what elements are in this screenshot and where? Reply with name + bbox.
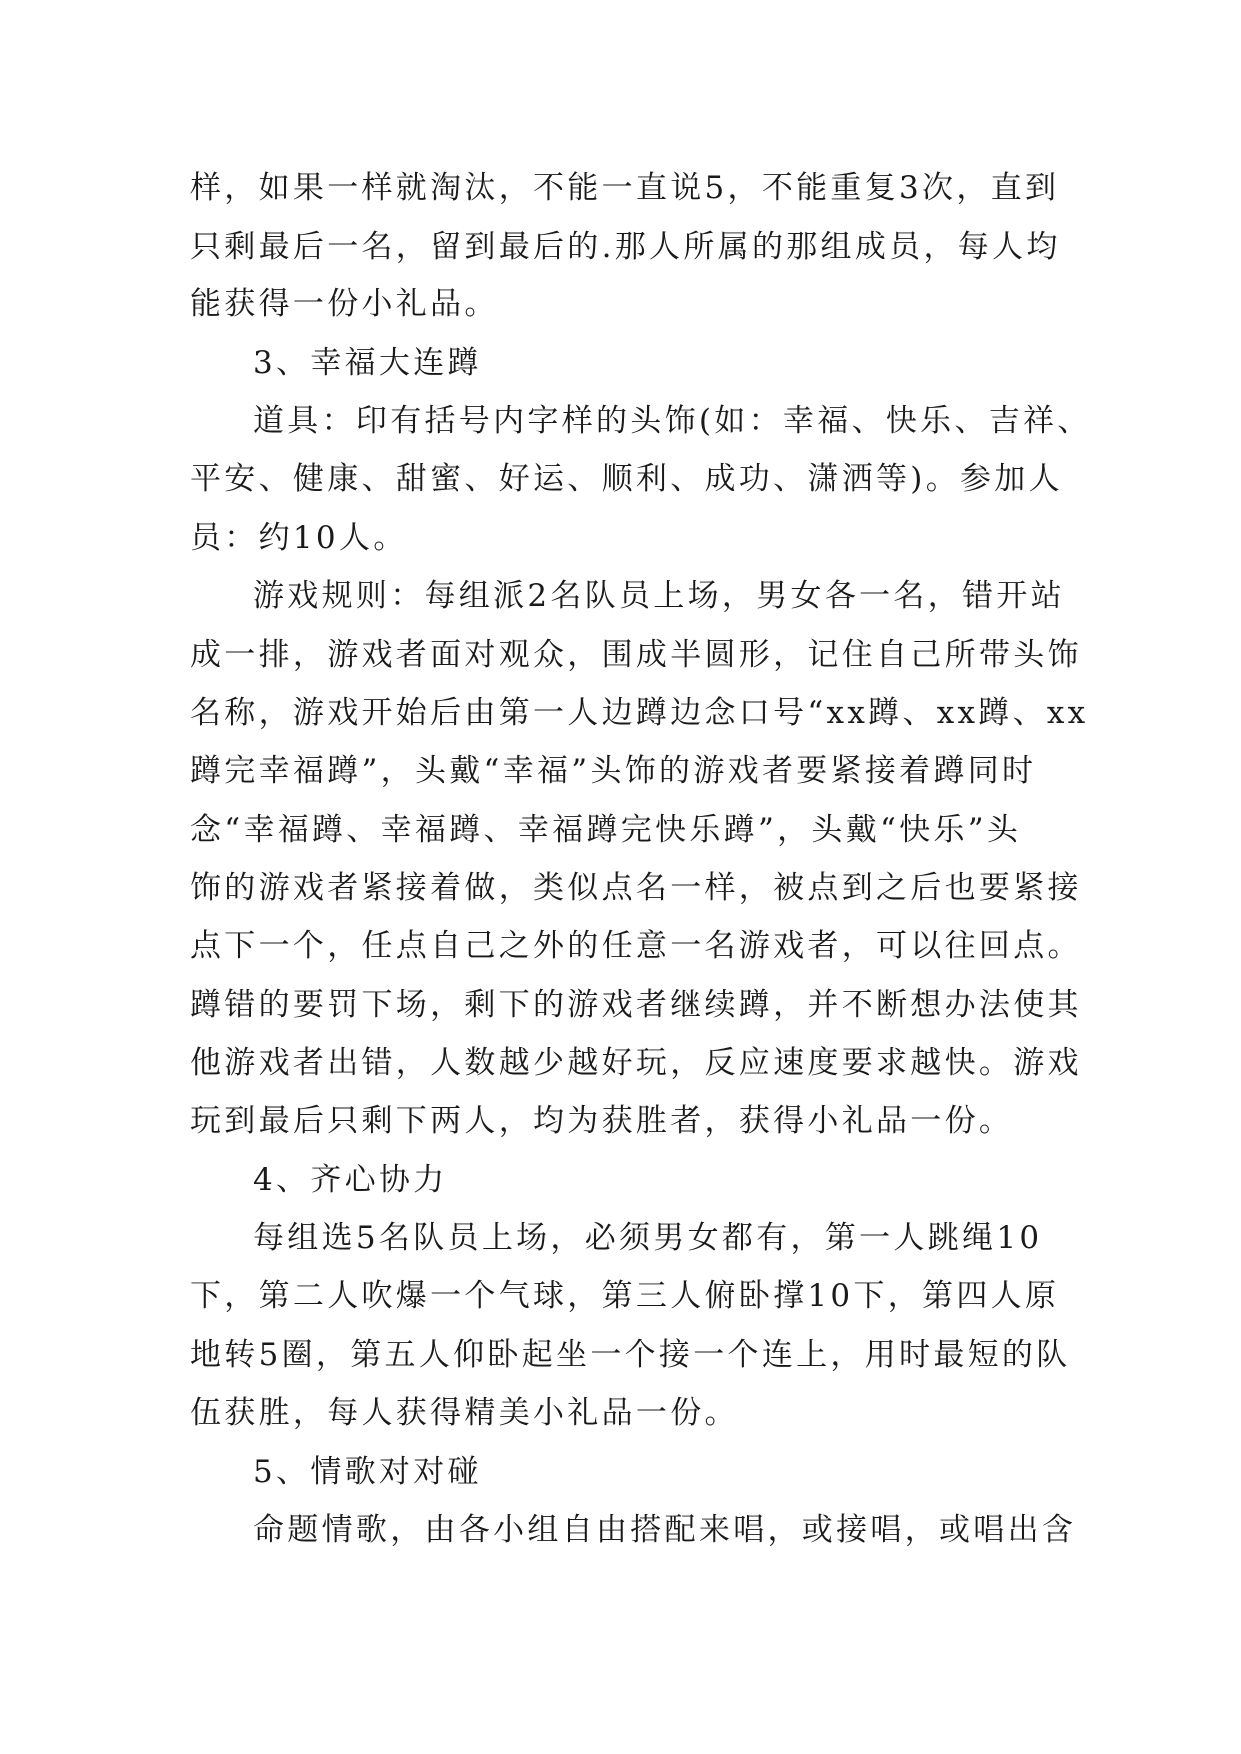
section-heading-3: 3、幸福大连蹲 [253,345,482,381]
text-line-15: 蹲错的要罚下场，剩下的游戏者继续蹲，并不断想办法使其 [190,987,1082,1023]
text-line-19: 每组选5名队员上场，必须男女都有，第一人跳绳10 [253,1220,1043,1256]
text-line-20: 下，第二人吹爆一个气球，第三人俯卧撑10下，第四人原 [190,1278,1060,1314]
text-line-14: 点下一个，任点自己之外的任意一名游戏者，可以往回点。 [190,928,1082,964]
text-line-6: 平安、健康、甜蜜、好运、顺利、成功、潇洒等)。参加人 [190,461,1063,497]
text-line-10: 名称，游戏开始后由第一人边蹲边念口号“xx蹲、xx蹲、xx [190,695,1089,731]
text-line-24: 命题情歌，由各小组自由搭配来唱，或接唱，或唱出含 [253,1512,1077,1548]
section-heading-4: 4、齐心协力 [253,1162,448,1198]
text-line-11: 蹲完幸福蹲”，头戴“幸福”头饰的游戏者要紧接着蹲同时 [190,753,1037,789]
section-heading-5: 5、情歌对对碰 [253,1454,482,1490]
text-line-22: 伍获胜，每人获得精美小礼品一份。 [190,1395,739,1431]
text-line-2: 只剩最后一名，留到最后的.那人所属的那组成员，每人均 [190,229,1061,265]
text-line-16: 他游戏者出错，人数越少越好玩，反应速度要求越快。游戏 [190,1045,1082,1081]
text-line-12: 念“幸福蹲、幸福蹲、幸福蹲完快乐蹲”，头戴“快乐”头 [190,812,1022,848]
text-line-9: 成一排，游戏者面对观众，围成半圆形，记住自己所带头饰 [190,637,1082,673]
text-line-3: 能获得一份小礼品。 [190,286,499,322]
text-line-17: 玩到最后只剩下两人，均为获胜者，获得小礼品一份。 [190,1103,1014,1139]
text-line-5: 道具：印有括号内字样的头饰(如：幸福、快乐、吉祥、 [253,403,1092,439]
text-line-21: 地转5圈，第五人仰卧起坐一个接一个连上，用时最短的队 [190,1337,1071,1373]
text-line-13: 饰的游戏者紧接着做，类似点名一样，被点到之后也要紧接 [190,870,1082,906]
text-line-8: 游戏规则：每组派2名队员上场，男女各一名，错开站 [253,578,1065,614]
text-line-1: 样，如果一样就淘汰，不能一直说5，不能重复3次，直到 [190,170,1060,206]
text-line-7: 员：约10人。 [190,520,408,556]
